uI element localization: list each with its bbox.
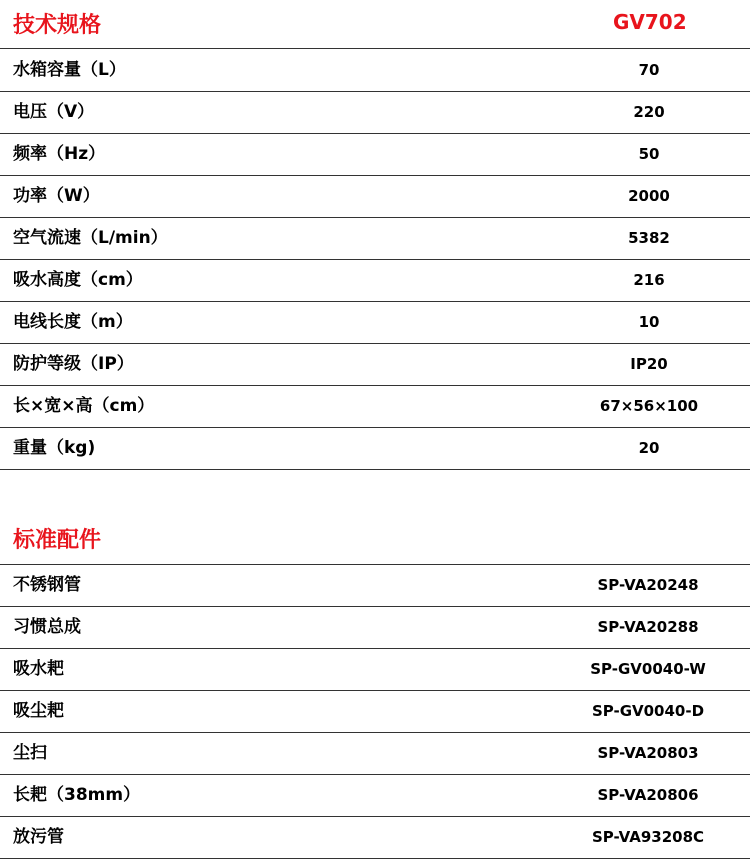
accessory-row-value: SP-VA20288 [597,618,699,636]
spec-row-label: 长×宽×高（cm） [13,396,155,416]
accessory-row [0,774,750,816]
accessory-row [0,690,750,732]
accessory-row-value: SP-VA20803 [597,744,699,762]
spec-row-value: 67×56×100 [599,397,699,415]
spec-section-title: 技术规格 [13,13,102,38]
spec-row [0,49,750,91]
spec-row [0,217,750,259]
spec-row-value: 216 [633,271,665,289]
spec-row-value: 50 [638,145,660,163]
spec-row-label: 空气流速（L/min） [13,228,168,248]
accessory-row-label: 长耙（38mm） [13,785,141,805]
accessory-row-value: SP-GV0040-D [591,702,705,720]
model-name: GV702 [613,10,687,34]
spec-row-label: 防护等级（IP） [13,354,134,374]
spec-row-label: 水箱容量（L） [13,60,126,80]
spec-row-value: 5382 [628,229,670,247]
spec-row-label: 频率（Hz） [13,144,106,164]
accessory-row [0,606,750,648]
spec-row [0,133,750,175]
accessory-row [0,648,750,690]
spec-row-value: 70 [638,61,660,79]
spec-row [0,91,750,133]
accessory-row [0,732,750,774]
accessory-row-label: 尘扫 [13,743,47,763]
spec-row [0,343,750,385]
accessory-row-label: 不锈钢管 [13,575,81,595]
spec-row-label: 重量（kg) [13,438,96,458]
spec-row-value: 2000 [628,187,670,205]
spec-row [0,301,750,343]
row-divider [0,469,750,470]
accessory-row [0,816,750,858]
accessory-row-label: 习惯总成 [13,617,81,637]
accessory-row-label: 放污管 [13,827,64,847]
spec-row-value: IP20 [630,355,668,373]
spec-row-label: 吸水高度（cm） [13,270,143,290]
spec-row-value: 220 [633,103,665,121]
spec-row-value: 20 [638,439,660,457]
spec-row [0,385,750,427]
spec-row-value: 10 [638,313,660,331]
accessory-row-label: 吸尘耙 [13,701,64,721]
spec-row [0,259,750,301]
accessory-row-value: SP-VA20248 [597,576,699,594]
spec-row-label: 功率（W） [13,186,100,206]
spec-row-label: 电压（V） [13,102,95,122]
accessory-row-label: 吸水耙 [13,659,64,679]
accessory-row-value: SP-VA93208C [591,828,705,846]
accessory-section-title: 标准配件 [13,528,102,553]
spec-row-label: 电线长度（m） [13,312,133,332]
spec-row [0,427,750,469]
accessory-row-value: SP-GV0040-W [590,660,706,678]
accessory-row [0,564,750,606]
spec-row [0,175,750,217]
accessory-row-value: SP-VA20806 [597,786,699,804]
